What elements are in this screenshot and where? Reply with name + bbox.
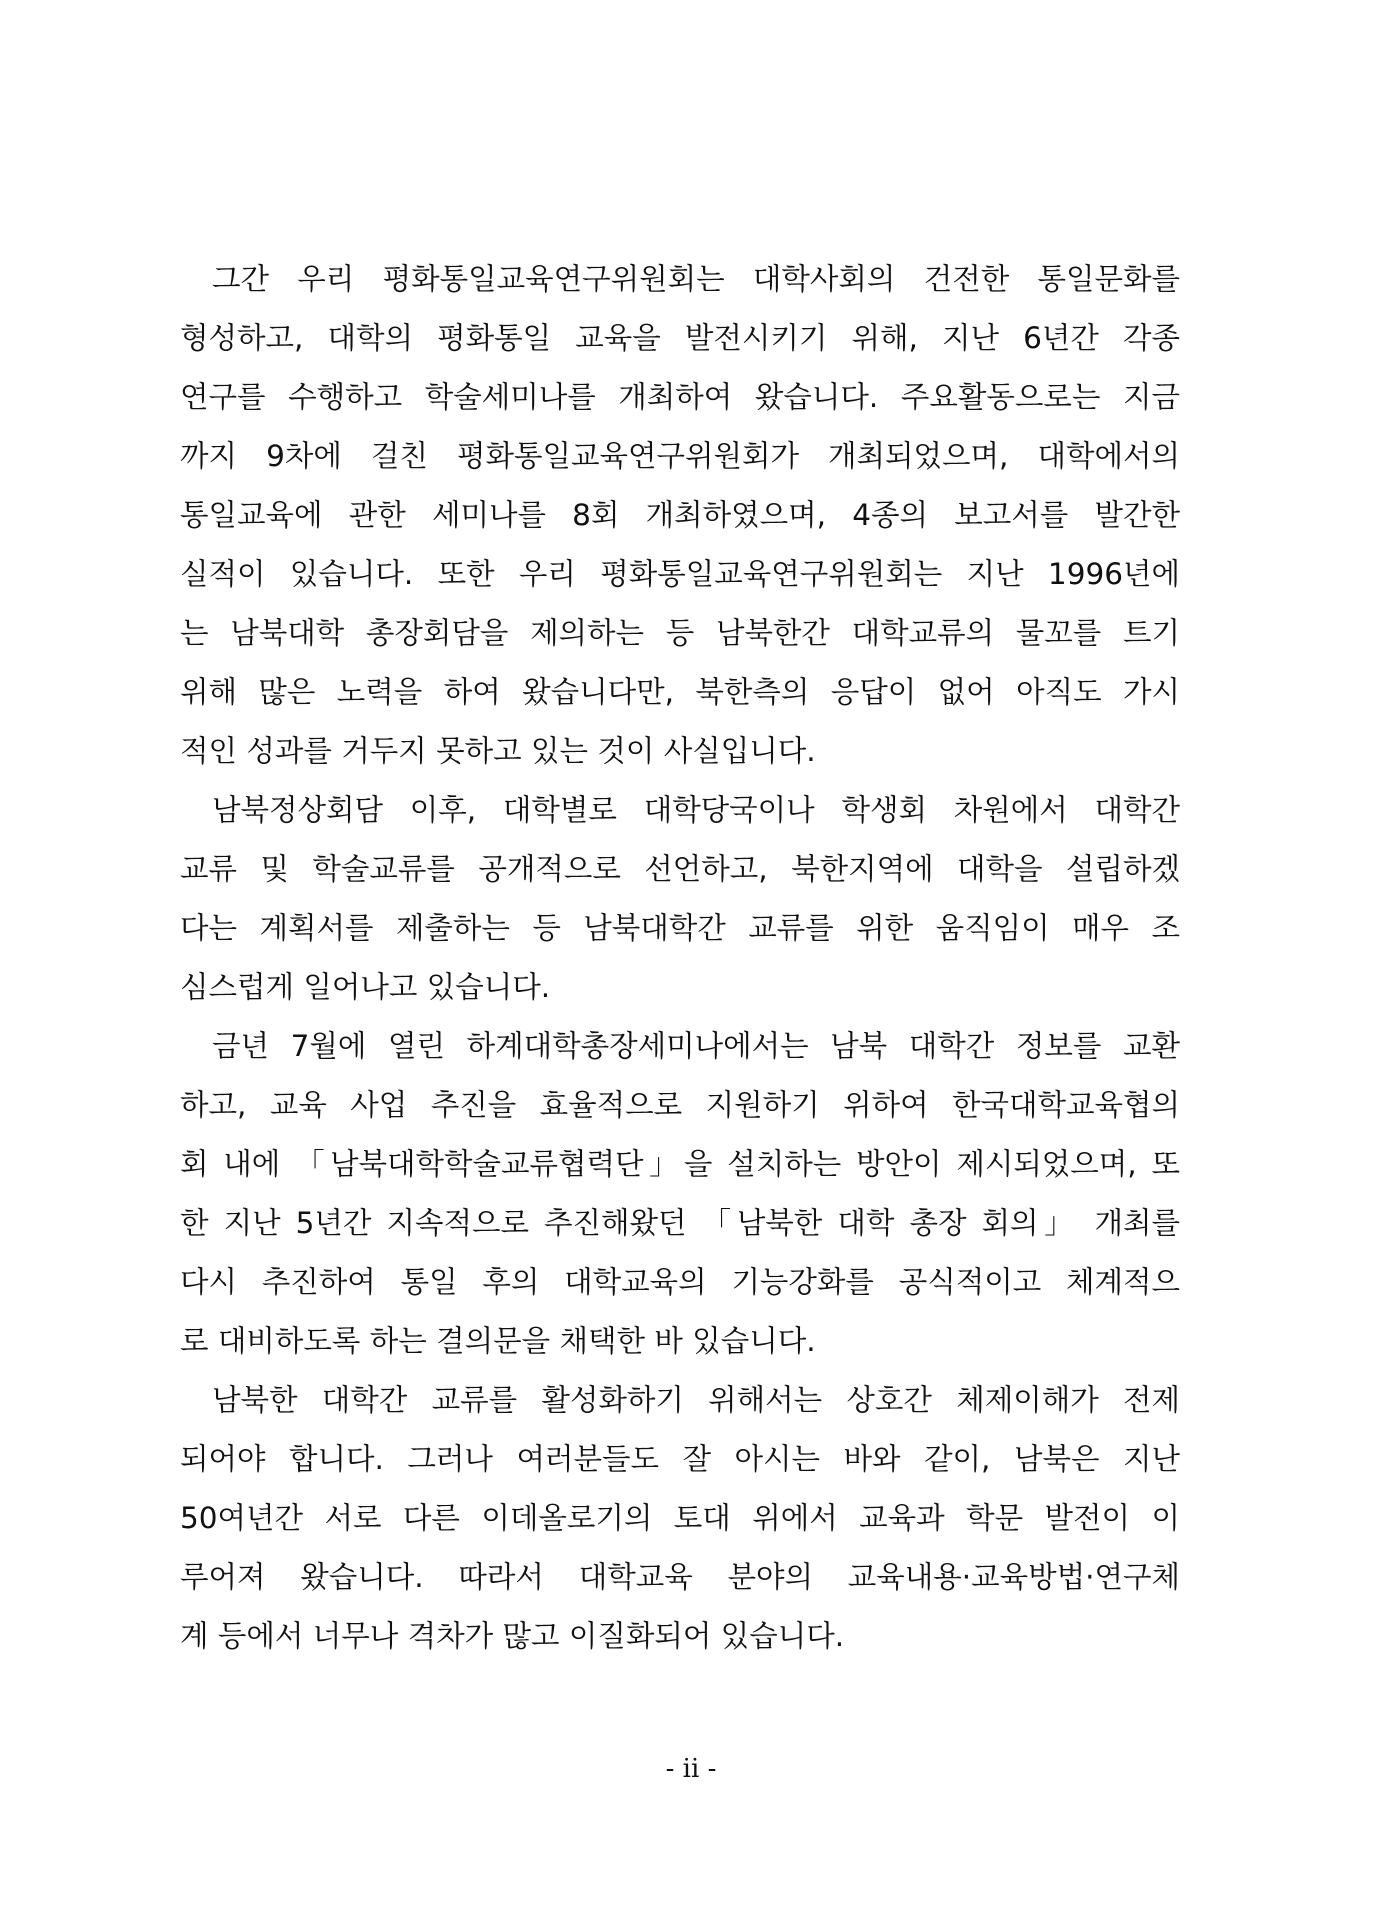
- body-text: [180, 250, 1180, 1666]
- paragraph-3-line-2: 하고, 교육 사업 추진을 효율적으로 지원하기 위하여 한국대학교육협의: [180, 1088, 1180, 1122]
- paragraph-1-line-2: 형성하고, 대학의 평화통일 교육을 발전시키기 위해, 지난 6년간 각종: [180, 321, 1180, 355]
- paragraph-1-line-5: 통일교육에 관한 세미나를 8회 개최하였으며, 4종의 보고서를 발간한: [180, 498, 1180, 532]
- paragraph-3-line-4: 한 지난 5년간 지속적으로 추진해왔던 「남북한 대학 총장 회의」 개최를: [180, 1206, 1180, 1240]
- paragraph-2-line-2: 교류 및 학술교류를 공개적으로 선언하고, 북한지역에 대학을 설립하겠: [180, 852, 1180, 886]
- paragraph-3-line-5: 다시 추진하여 통일 후의 대학교육의 기능강화를 공식적이고 체계적으: [180, 1265, 1180, 1299]
- paragraph-2-line-1: 남북정상회담 이후, 대학별로 대학당국이나 학생회 차원에서 대학간: [212, 793, 1180, 827]
- paragraph-4-line-5: 계 등에서 너무나 격차가 많고 이질화되어 있습니다.: [180, 1619, 845, 1653]
- paragraph-2-line-4: 심스럽게 일어나고 있습니다.: [180, 970, 551, 1004]
- page-number: - ii -: [665, 1754, 717, 1784]
- paragraph-1-line-6: 실적이 있습니다. 또한 우리 평화통일교육연구위원회는 지난 1996년에: [180, 557, 1180, 591]
- paragraph-1-line-3: 연구를 수행하고 학술세미나를 개최하여 왔습니다. 주요활동으로는 지금: [180, 380, 1180, 414]
- paragraph-1-line-1: 그간 우리 평화통일교육연구위원회는 대학사회의 건전한 통일문화를: [212, 262, 1180, 296]
- paragraph-3-line-3: 회 내에 「남북대학학술교류협력단」을 설치하는 방안이 제시되었으며, 또: [180, 1147, 1180, 1181]
- paragraph-3-line-6: 로 대비하도록 하는 결의문을 채택한 바 있습니다.: [180, 1324, 816, 1358]
- paragraph-4-line-1: 남북한 대학간 교류를 활성화하기 위해서는 상호간 체제이해가 전제: [212, 1383, 1180, 1417]
- paragraph-1-line-7: 는 남북대학 총장회담을 제의하는 등 남북한간 대학교류의 물꼬를 트기: [180, 616, 1180, 650]
- paragraph-3-line-1: 금년 7월에 열린 하계대학총장세미나에서는 남북 대학간 정보를 교환: [212, 1029, 1180, 1063]
- paragraph-4-line-3: 50여년간 서로 다른 이데올로기의 토대 위에서 교육과 학문 발전이 이: [180, 1501, 1180, 1535]
- paragraph-4-line-2: 되어야 합니다. 그러나 여러분들도 잘 아시는 바와 같이, 남북은 지난: [180, 1442, 1180, 1476]
- paragraph-2-line-3: 다는 계획서를 제출하는 등 남북대학간 교류를 위한 움직임이 매우 조: [180, 911, 1180, 945]
- paragraph-1-line-8: 위해 많은 노력을 하여 왔습니다만, 북한측의 응답이 없어 아직도 가시: [180, 675, 1180, 709]
- paragraph-4-line-4: 루어져 왔습니다. 따라서 대학교육 분야의 교육내용·교육방법·연구체: [180, 1560, 1180, 1594]
- paragraph-1-line-4: 까지 9차에 걸친 평화통일교육연구위원회가 개최되었으며, 대학에서의: [180, 439, 1180, 473]
- paragraph-1-line-9: 적인 성과를 거두지 못하고 있는 것이 사실입니다.: [180, 734, 816, 768]
